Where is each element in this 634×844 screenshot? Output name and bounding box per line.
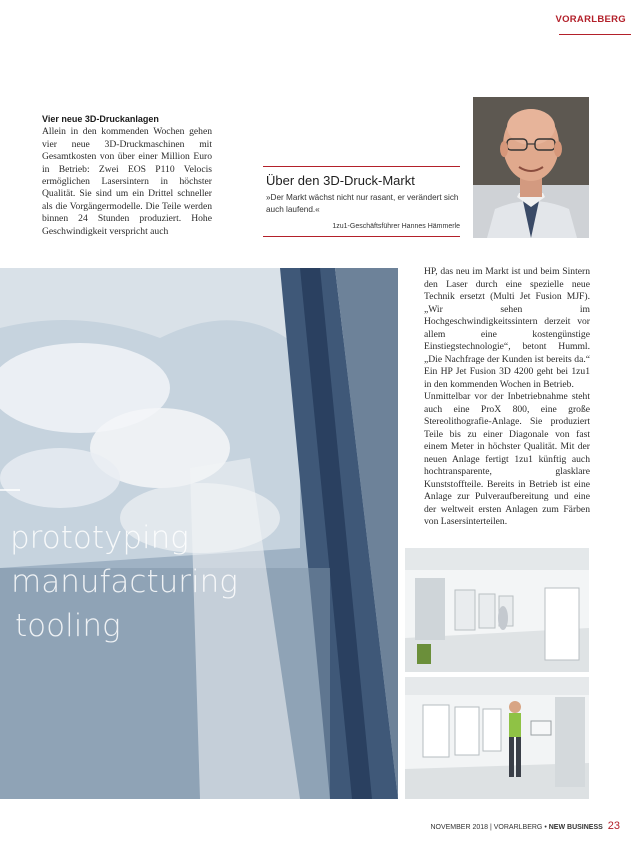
section-rule — [559, 34, 631, 35]
factory-photo-2 — [405, 677, 589, 799]
right-column — [424, 266, 590, 529]
hero-slogan — [10, 516, 238, 648]
page-number: 23 — [607, 820, 620, 832]
left-column-body: Allein in den kommenden Wochen gehen vier neue 3D-Druckmaschinen mit Gesamtkosten von über einer Million Euro in Betrieb: Zwei EOS P110 Velocis ermöglichen Lasersintern in höchster Qualität. Sie sind um ein Drittel schneller als die Vorgängermodelle. Die Teile werden binnen 24 Stunden produziert. Hohe Geschwindigkeit verspricht auch — [42, 126, 212, 237]
hero-image — [0, 268, 398, 799]
left-column — [42, 113, 212, 238]
portrait-photo — [473, 97, 589, 238]
quote-text: »Der Markt wächst nicht nur rasant, er verändert sich auch laufend.« — [266, 193, 459, 214]
quote-box — [263, 166, 460, 237]
hero-line-prototyping: prototyping — [10, 520, 189, 556]
hero-line-manufacturing: manufacturing — [11, 564, 238, 600]
factory-photo-1 — [405, 548, 589, 672]
footer-brand: NEW BUSINESS — [548, 824, 603, 831]
section-tag: VORARLBERG — [555, 14, 626, 25]
right-column-paragraph-2: Unmittelbar vor der Inbetriebnahme steht auch eine ProX 800, eine große Stereolithografie-Anlage. Sie produziert Teile bis zu einer Diagonale von fast einem Meter in höchster Qualität. Mit der neuen Anlage fertigt 1zu1 künftig auch hochtransparente, glasklare Kunststoffteile. Bereits in Betrieb ist eine Anlage zur Pulveraufbereitung und eine der weltweit ersten Anlagen zum Färben von Lasersinterteilen. — [424, 391, 590, 527]
footer-issue: NOVEMBER 2018 | VORARLBERG • — [430, 824, 547, 831]
quote-title: Über den 3D-Druck-Markt — [266, 173, 415, 188]
page-footer — [430, 820, 620, 832]
quote-author: 1zu1-Geschäftsführer Hannes Hämmerle — [332, 223, 460, 230]
hero-line-tooling: tooling — [15, 608, 121, 644]
right-column-paragraph-1: HP, das neu im Markt ist und beim Sintern den Laser durch eine spezielle neue Technik ersetzt (Multi Jet Fusion MJF). „Wir sehen im Hochgeschwindigkeitssintern derzeit vor allem eine kostengünstige Einstiegstechnologie“, betont Humml. „Die Nachfrage der Kunden ist bereits da.“ Ein HP Jet Fusion 3D 4200 geht bei 1zu1 in den kommenden Wochen in Betrieb. — [424, 266, 590, 390]
left-column-heading: Vier neue 3D-Druckanlagen — [42, 114, 159, 124]
